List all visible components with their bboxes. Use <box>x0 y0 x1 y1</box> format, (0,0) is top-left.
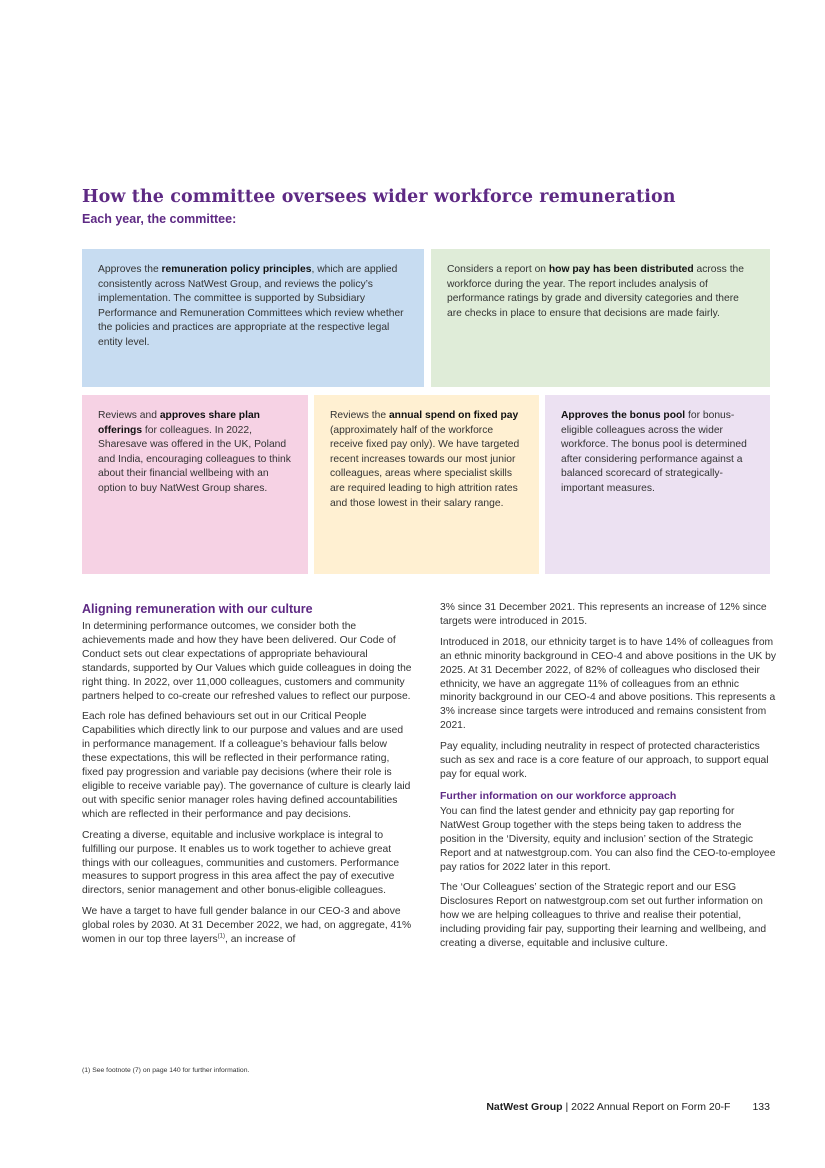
paragraph: In determining performance outcomes, we consider both the achievements made and how they have been delivered. Our Code of Conduct sets out clear expectations of appropriate behavioural standards, supported by Our Values which guide colleagues in doing the right thing. In 2022, over 11,000 colleagues, customers and community partners helped to co-create our refreshed values to reflect our purpose. <box>82 621 412 702</box>
page-footer <box>486 1101 770 1113</box>
page-title: How the committee oversees wider workforce remuneration <box>82 187 676 207</box>
footer-separator: | <box>562 1101 572 1113</box>
section-subtitle: Each year, the committee: <box>82 212 237 226</box>
right-column <box>440 601 776 958</box>
box-text: Approves the remuneration policy principles, which are applied consistently across NatWest Group, and reviews the policy’s implementation. The committee is supported by Subsidiary Performance and Remuneration Committees which review whether the policies and practices are appropriate at the respective legal entity level. <box>98 264 404 348</box>
box-highlight: annual spend on fixed pay <box>388 410 519 421</box>
left-column <box>82 601 412 954</box>
footer-brand: NatWest Group <box>486 1101 563 1113</box>
box-bonus-pool <box>545 395 770 574</box>
page-number: 133 <box>752 1101 770 1113</box>
paragraph: 3% since 31 December 2021. This represents an increase of 12% since targets were introduced in 2015. <box>440 602 767 627</box>
paragraph: Each role has defined behaviours set out in our Critical People Capabilities which directly link to our purpose and values and are used in performance management. If a colleague’s behaviour falls below these expectations, this will be reflected in their performance rating, fixed pay progression and variable pay decisions (where their role is eligible to receive variable pay). The governance of culture is clearly laid out with specific senior manager roles having defined accountabilities which are reflected in their performance and pay decisions. <box>82 711 411 820</box>
box-highlight: approves share plan offerings <box>98 410 260 436</box>
box-text: Reviews the annual spend on fixed pay (approximately half of the workforce receive fixed pay only). We have targeted recent increases towards our most junior colleagues, areas where specialist skills are required leading to high attrition rates and those lowest in their salary range. <box>330 410 520 509</box>
box-fixed-pay <box>314 395 539 574</box>
box-highlight: remuneration policy principles <box>161 264 312 275</box>
footnote-ref[interactable]: (1) <box>217 933 225 940</box>
subheading-further-information: Further information on our workforce approach <box>440 789 677 802</box>
box-remuneration-policy <box>82 249 424 387</box>
paragraph: Creating a diverse, equitable and inclusive workplace is integral to fulfilling our purpose. It enables us to work together to achieve great things with our colleagues, communities and customers. Performance measures to support progress in this area affect the pay of executive directors, senior management and other bonus-eligible colleagues. <box>82 829 400 897</box>
paragraph: You can find the latest gender and ethnicity pay gap reporting for NatWest Group together with the steps being taken to address the position in the ‘Diversity, equity and inclusion’ section of the Strategic Report and at natwestgroup.com. You can also find the CEO-to-employee pay ratios for 2022 later in this report. <box>440 805 776 873</box>
section-heading-culture: Aligning remuneration with our culture <box>82 602 313 616</box>
footnote: (1) See footnote (7) on page 140 for further information. <box>82 1067 250 1074</box>
paragraph: The ‘Our Colleagues’ section of the Strategic report and our ESG Disclosures Report on natwestgroup.com set out further information on how we are helping colleagues to thrive and realise their potential, including providing fair pay, supporting their learning and wellbeing, and creating a diverse, equitable and inclusive culture. <box>440 882 767 950</box>
footer-report-title: 2022 Annual Report on Form 20-F <box>571 1101 731 1113</box>
box-pay-distribution <box>431 249 770 387</box>
paragraph: Pay equality, including neutrality in respect of protected characteristics such as sex and race is a core feature of our approach, to support equal pay for equal work. <box>440 741 769 780</box>
box-text: Considers a report on how pay has been distributed across the workforce during the year. The report includes analysis of performance ratings by grade and diversity categories and there are checks in place to ensure that decisions are made fairly. <box>447 264 745 319</box>
box-highlight: Approves the bonus pool <box>561 410 686 421</box>
box-text: Approves the bonus pool for bonus-eligible colleagues across the wider workforce. The bonus pool is determined after considering performance against a balanced scorecard of strategically-important measures. <box>561 410 747 494</box>
paragraph: Introduced in 2018, our ethnicity target is to have 14% of colleagues from an ethnic minority background in CEO-4 and above positions in the UK by 2025. At 31 December 2022, of 82% of colleagues who disclosed their ethnicity, we have an aggregate 11% of colleagues from an ethnic minority background in our CEO-4 and above positions. This represents a 3% increase since targets were introduced and remains consistent from 2021. <box>440 636 776 732</box>
box-text: Reviews and approves share plan offerings for colleagues. In 2022, Sharesave was offered in the UK, Poland and India, encouraging colleagues to think about their financial wellbeing with an option to buy NatWest Group shares. <box>98 410 291 494</box>
box-highlight: how pay has been distributed <box>548 264 694 275</box>
box-share-plans <box>82 395 308 574</box>
paragraph: We have a target to have full gender balance in our CEO-3 and above global roles by 2030. At 31 December 2022, we had, on aggregate, 41% women in our top three layers$^{(1)}$, an increase of <box>82 906 412 946</box>
